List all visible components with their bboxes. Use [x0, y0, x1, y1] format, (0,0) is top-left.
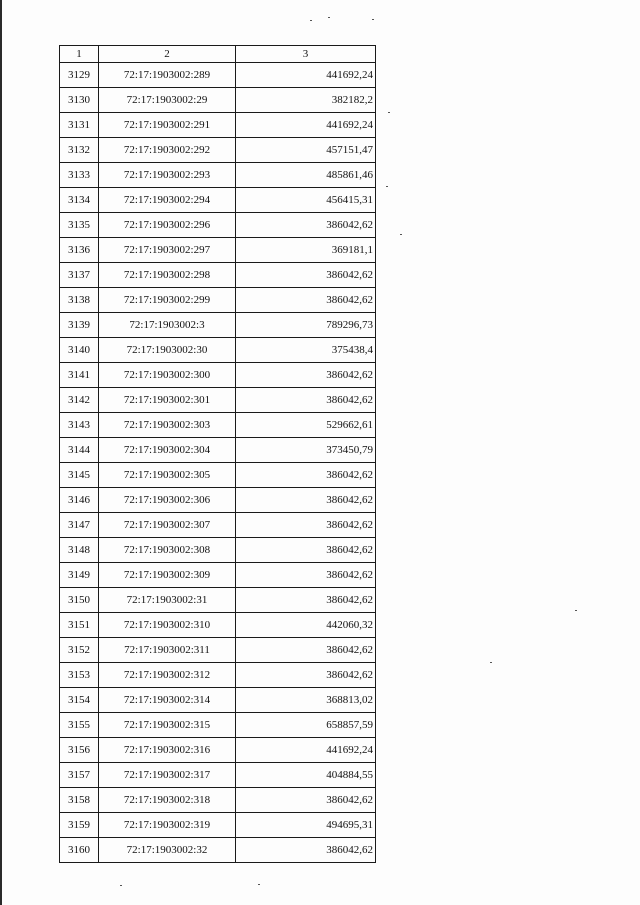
cadastral-number: 72:17:1903002:293	[99, 163, 236, 188]
table-row	[60, 738, 376, 763]
scan-speck	[388, 112, 390, 113]
cadastral-number: 72:17:1903002:312	[99, 663, 236, 688]
cadastral-value: 386042,62	[236, 838, 376, 863]
cadastral-number: 72:17:1903002:31	[99, 588, 236, 613]
cadastral-value: 441692,24	[236, 738, 376, 763]
row-number: 3150	[60, 588, 99, 613]
cadastral-value: 386042,62	[236, 663, 376, 688]
cadastral-value: 442060,32	[236, 613, 376, 638]
row-number: 3145	[60, 463, 99, 488]
table-row	[60, 213, 376, 238]
row-number: 3143	[60, 413, 99, 438]
column-header-1: 1	[60, 46, 99, 63]
row-number: 3151	[60, 613, 99, 638]
row-number: 3138	[60, 288, 99, 313]
cadastral-number: 72:17:1903002:32	[99, 838, 236, 863]
row-number: 3157	[60, 763, 99, 788]
cadastral-number: 72:17:1903002:304	[99, 438, 236, 463]
cadastral-number: 72:17:1903002:318	[99, 788, 236, 813]
cadastral-value: 386042,62	[236, 363, 376, 388]
table-row	[60, 638, 376, 663]
table-row	[60, 263, 376, 288]
row-number: 3141	[60, 363, 99, 388]
row-number: 3159	[60, 813, 99, 838]
row-number: 3156	[60, 738, 99, 763]
table-row	[60, 813, 376, 838]
table-row	[60, 88, 376, 113]
cadastral-value: 386042,62	[236, 538, 376, 563]
cadastral-number: 72:17:1903002:315	[99, 713, 236, 738]
scan-speck	[575, 610, 577, 611]
scan-speck	[258, 884, 260, 885]
table-row	[60, 363, 376, 388]
scan-speck	[490, 662, 492, 663]
cadastral-number: 72:17:1903002:310	[99, 613, 236, 638]
cadastral-value: 404884,55	[236, 763, 376, 788]
row-number: 3142	[60, 388, 99, 413]
cadastral-number: 72:17:1903002:309	[99, 563, 236, 588]
scan-speck	[328, 17, 330, 18]
cadastral-value: 386042,62	[236, 288, 376, 313]
table-row	[60, 388, 376, 413]
row-number: 3139	[60, 313, 99, 338]
cadastral-value: 386042,62	[236, 513, 376, 538]
cadastral-number: 72:17:1903002:291	[99, 113, 236, 138]
row-number: 3137	[60, 263, 99, 288]
table-row	[60, 338, 376, 363]
cadastral-value: 456415,31	[236, 188, 376, 213]
table-row	[60, 563, 376, 588]
cadastral-number: 72:17:1903002:303	[99, 413, 236, 438]
row-number: 3130	[60, 88, 99, 113]
cadastral-number: 72:17:1903002:306	[99, 488, 236, 513]
row-number: 3133	[60, 163, 99, 188]
cadastral-number: 72:17:1903002:301	[99, 388, 236, 413]
table-body	[60, 63, 376, 863]
row-number: 3131	[60, 113, 99, 138]
cadastral-value: 386042,62	[236, 388, 376, 413]
cadastral-number: 72:17:1903002:289	[99, 63, 236, 88]
header-row	[60, 46, 376, 63]
row-number: 3129	[60, 63, 99, 88]
cadastral-value: 494695,31	[236, 813, 376, 838]
table-row	[60, 63, 376, 88]
cadastral-number: 72:17:1903002:298	[99, 263, 236, 288]
row-number: 3134	[60, 188, 99, 213]
scan-edge-shadow	[0, 0, 2, 905]
cadastral-number: 72:17:1903002:3	[99, 313, 236, 338]
cadastral-value: 386042,62	[236, 463, 376, 488]
cadastral-value: 386042,62	[236, 213, 376, 238]
cadastral-value: 457151,47	[236, 138, 376, 163]
cadastral-value: 368813,02	[236, 688, 376, 713]
cadastral-value: 369181,1	[236, 238, 376, 263]
scan-speck	[386, 186, 388, 187]
row-number: 3152	[60, 638, 99, 663]
cadastral-number: 72:17:1903002:296	[99, 213, 236, 238]
column-header-3: 3	[236, 46, 376, 63]
cadastral-value: 789296,73	[236, 313, 376, 338]
cadastral-number: 72:17:1903002:292	[99, 138, 236, 163]
table-row	[60, 713, 376, 738]
cadastral-value: 441692,24	[236, 113, 376, 138]
row-number: 3153	[60, 663, 99, 688]
row-number: 3160	[60, 838, 99, 863]
table-row	[60, 238, 376, 263]
cadastral-value: 441692,24	[236, 63, 376, 88]
cadastral-value: 386042,62	[236, 563, 376, 588]
table-row	[60, 513, 376, 538]
table-row	[60, 438, 376, 463]
table-row	[60, 488, 376, 513]
cadastral-number: 72:17:1903002:319	[99, 813, 236, 838]
cadastral-value: 386042,62	[236, 788, 376, 813]
row-number: 3148	[60, 538, 99, 563]
table-row	[60, 763, 376, 788]
row-number: 3149	[60, 563, 99, 588]
cadastral-number: 72:17:1903002:294	[99, 188, 236, 213]
table-row	[60, 588, 376, 613]
cadastral-value: 386042,62	[236, 263, 376, 288]
cadastral-value: 382182,2	[236, 88, 376, 113]
table-row	[60, 413, 376, 438]
cadastral-number: 72:17:1903002:314	[99, 688, 236, 713]
row-number: 3140	[60, 338, 99, 363]
column-header-2: 2	[99, 46, 236, 63]
cadastral-value: 375438,4	[236, 338, 376, 363]
cadastral-value: 386042,62	[236, 488, 376, 513]
row-number: 3135	[60, 213, 99, 238]
cadastral-value: 373450,79	[236, 438, 376, 463]
cadastral-value: 658857,59	[236, 713, 376, 738]
table-row	[60, 138, 376, 163]
table-row	[60, 288, 376, 313]
row-number: 3136	[60, 238, 99, 263]
cadastral-value: 386042,62	[236, 588, 376, 613]
registry-table	[59, 45, 376, 863]
row-number: 3158	[60, 788, 99, 813]
row-number: 3154	[60, 688, 99, 713]
table-row	[60, 663, 376, 688]
cadastral-number: 72:17:1903002:311	[99, 638, 236, 663]
cadastral-number: 72:17:1903002:300	[99, 363, 236, 388]
table-row	[60, 613, 376, 638]
cadastral-number: 72:17:1903002:299	[99, 288, 236, 313]
row-number: 3147	[60, 513, 99, 538]
row-number: 3132	[60, 138, 99, 163]
table-row	[60, 313, 376, 338]
scan-speck	[372, 19, 374, 20]
cadastral-value: 485861,46	[236, 163, 376, 188]
row-number: 3146	[60, 488, 99, 513]
table-row	[60, 688, 376, 713]
cadastral-number: 72:17:1903002:297	[99, 238, 236, 263]
table-row	[60, 113, 376, 138]
cadastral-number: 72:17:1903002:305	[99, 463, 236, 488]
cadastral-number: 72:17:1903002:30	[99, 338, 236, 363]
row-number: 3155	[60, 713, 99, 738]
table-row	[60, 788, 376, 813]
scan-speck	[120, 885, 122, 886]
row-number: 3144	[60, 438, 99, 463]
cadastral-value: 386042,62	[236, 638, 376, 663]
cadastral-number: 72:17:1903002:317	[99, 763, 236, 788]
cadastral-number: 72:17:1903002:308	[99, 538, 236, 563]
cadastral-number: 72:17:1903002:307	[99, 513, 236, 538]
table-row	[60, 163, 376, 188]
scan-speck	[310, 20, 312, 21]
table-row	[60, 538, 376, 563]
cadastral-value: 529662,61	[236, 413, 376, 438]
cadastral-number: 72:17:1903002:316	[99, 738, 236, 763]
scan-speck	[400, 234, 402, 235]
cadastral-number: 72:17:1903002:29	[99, 88, 236, 113]
table-row	[60, 188, 376, 213]
table-row	[60, 838, 376, 863]
table-row	[60, 463, 376, 488]
